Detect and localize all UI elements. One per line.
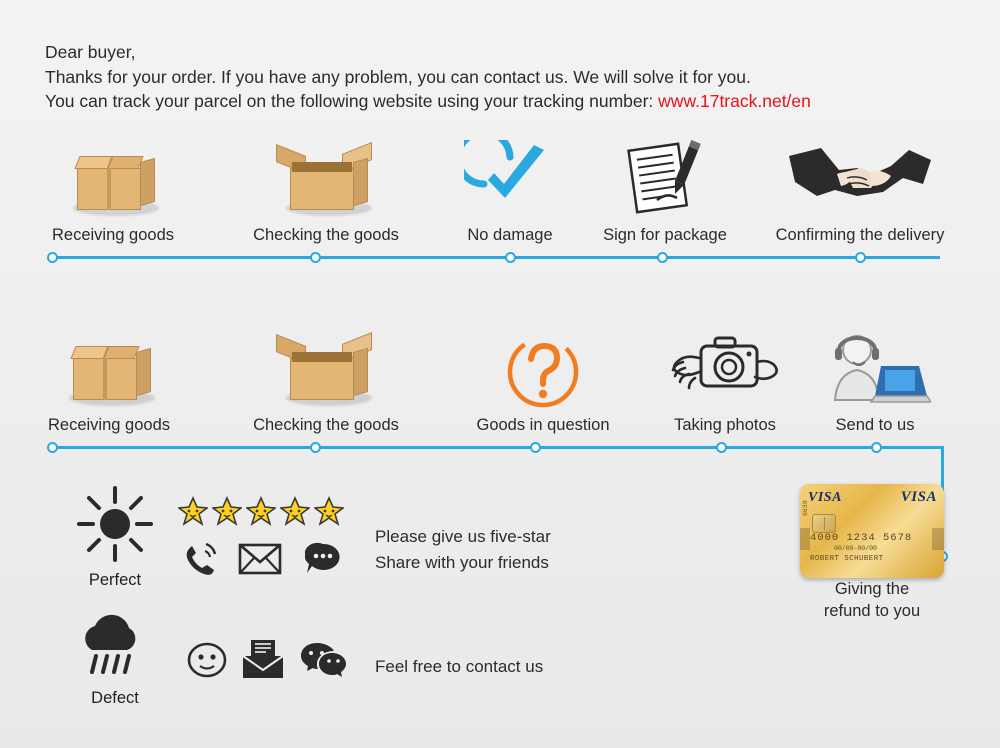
card-holder-name: ROBERT SCHUBERT bbox=[810, 555, 884, 563]
defect-block bbox=[40, 610, 190, 708]
perfect-label: Perfect bbox=[88, 571, 142, 589]
row-return-flow bbox=[0, 328, 1000, 448]
intro-text-block bbox=[45, 40, 811, 114]
defect-label: Defect bbox=[91, 689, 139, 707]
star-icon bbox=[314, 496, 344, 526]
closed-box-icon bbox=[18, 138, 208, 222]
card-brand-right: VISA bbox=[900, 489, 937, 505]
sign-document-icon bbox=[570, 138, 760, 222]
step-checking-goods-2 bbox=[231, 328, 421, 435]
phone-icon bbox=[182, 540, 218, 583]
sun-icon bbox=[72, 551, 158, 568]
card-side-code: 6639 bbox=[802, 500, 809, 516]
rain-cloud-icon bbox=[70, 669, 160, 686]
connector-dot bbox=[47, 252, 58, 263]
connector-line-row-1 bbox=[52, 256, 940, 259]
closed-box-icon bbox=[14, 328, 204, 412]
refund-caption bbox=[800, 578, 944, 622]
step-receiving-goods-2 bbox=[14, 328, 204, 435]
message-line-1: Please give us five-star bbox=[375, 527, 551, 546]
step-label: Goods in question bbox=[476, 416, 610, 434]
tracking-website-link[interactable]: www.17track.net/en bbox=[658, 91, 811, 111]
connector-dot bbox=[530, 442, 541, 453]
step-receiving-goods-1 bbox=[18, 138, 208, 245]
contact-message-text: Feel free to contact us bbox=[375, 657, 544, 676]
step-goods-in-question bbox=[448, 328, 638, 435]
card-dates: 00/00-00/00 bbox=[834, 545, 877, 552]
star-icon bbox=[212, 496, 242, 526]
handshake-icon bbox=[765, 138, 955, 222]
refund-caption-line-2: refund to you bbox=[823, 602, 921, 620]
message-line-2: Share with your friends bbox=[375, 553, 549, 572]
step-send-to-us bbox=[780, 328, 970, 435]
step-confirming-delivery bbox=[765, 138, 955, 245]
five-star-message bbox=[375, 524, 551, 576]
wechat-icon bbox=[300, 640, 346, 685]
card-chip bbox=[812, 514, 836, 533]
star-icon bbox=[246, 496, 276, 526]
intro-line-3-prefix: You can track your parcel on the following website using your tracking number: bbox=[45, 91, 659, 111]
question-mark-icon bbox=[448, 328, 638, 412]
connector-dot bbox=[47, 442, 58, 453]
step-label: Receiving goods bbox=[48, 416, 170, 434]
step-label: Confirming the delivery bbox=[775, 226, 945, 244]
open-box-icon bbox=[231, 328, 421, 412]
step-label: Sign for package bbox=[603, 226, 727, 244]
connector-dot bbox=[716, 442, 727, 453]
connector-dot bbox=[855, 252, 866, 263]
connector-dot bbox=[871, 442, 882, 453]
open-box-icon bbox=[231, 138, 421, 222]
card-number: 4000 1234 5678 bbox=[810, 532, 913, 544]
step-sign-for-package bbox=[570, 138, 760, 245]
card-brand-left: VISA bbox=[808, 490, 842, 505]
five-star-rating bbox=[178, 496, 344, 526]
message-envelope-icon bbox=[241, 638, 285, 685]
step-label: Checking the goods bbox=[253, 416, 399, 434]
connector-dot bbox=[505, 252, 516, 263]
step-checking-goods-1 bbox=[231, 138, 421, 245]
credit-card-icon bbox=[800, 484, 944, 578]
star-icon bbox=[280, 496, 310, 526]
customer-support-icon bbox=[780, 328, 970, 412]
step-label: No damage bbox=[467, 226, 553, 244]
star-icon bbox=[178, 496, 208, 526]
intro-line-3 bbox=[45, 89, 811, 114]
intro-line-1: Dear buyer, bbox=[45, 42, 136, 62]
connector-line-row-2 bbox=[52, 446, 944, 449]
step-label: Send to us bbox=[835, 416, 915, 434]
intro-line-2: Thanks for your order. If you have any problem, you can contact us. We will solve it for you. bbox=[45, 66, 751, 87]
connector-dot bbox=[310, 252, 321, 263]
refund-caption-line-1: Giving the bbox=[834, 580, 910, 598]
step-label: Checking the goods bbox=[253, 226, 399, 244]
perfect-block bbox=[40, 484, 190, 590]
step-label: Receiving goods bbox=[52, 226, 174, 244]
connector-dot bbox=[657, 252, 668, 263]
email-icon bbox=[238, 542, 282, 581]
step-label: Taking photos bbox=[674, 416, 776, 434]
row-delivery-flow bbox=[0, 138, 1000, 258]
connector-dot bbox=[310, 442, 321, 453]
contact-message bbox=[375, 654, 543, 680]
chat-bubble-icon bbox=[305, 542, 341, 581]
smiley-icon bbox=[186, 640, 228, 685]
